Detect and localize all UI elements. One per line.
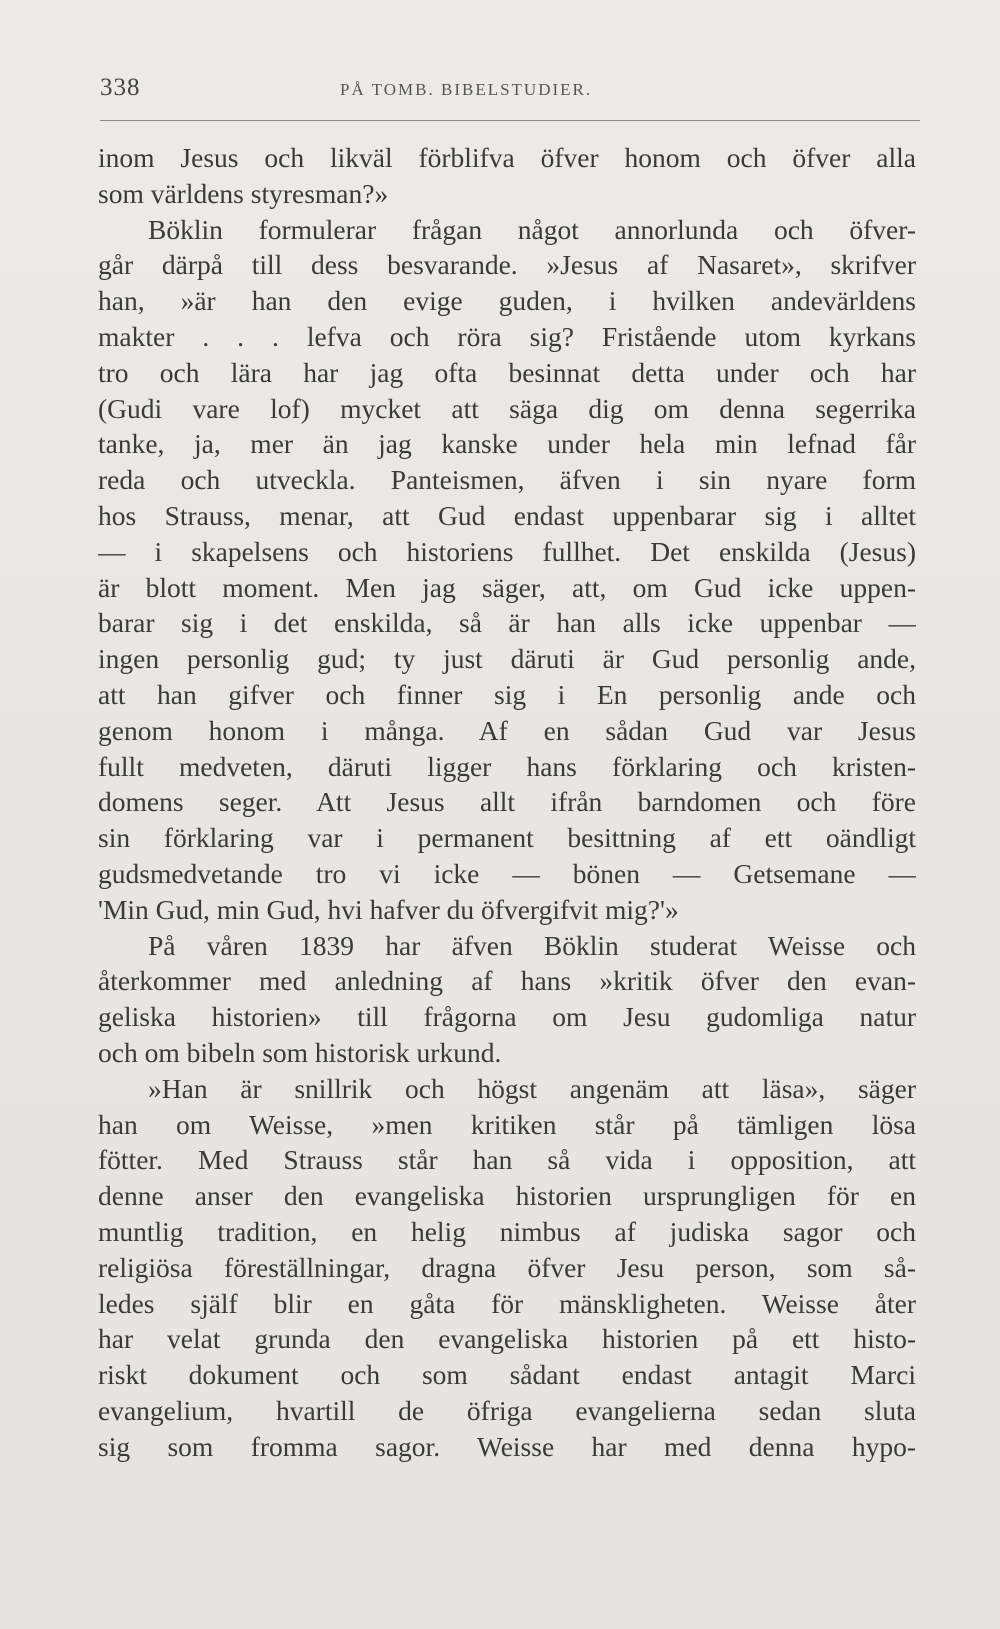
text-line: hos Strauss, menar, att Gud endast uppenbarar sig i alltet [98, 499, 916, 531]
text-line: evangelium, hvartill de öfriga evangelierna sedan sluta [98, 1394, 916, 1426]
page-number: 338 [100, 74, 141, 101]
text-line: (Gudi vare lof) mycket att säga dig om denna segerrika [98, 392, 916, 424]
text-line: han om Weisse, »men kritiken står på tämligen lösa [98, 1108, 916, 1140]
header-rule [100, 120, 920, 121]
text-line: muntlig tradition, en helig nimbus af judiska sagor och [98, 1215, 916, 1247]
text-line: domens seger. Att Jesus allt ifrån barndomen och före [98, 786, 916, 818]
text-line: riskt dokument och som sådant endast antagit Marci [98, 1359, 916, 1391]
text-line: går därpå till dess besvarande. »Jesus af Nasaret», skrifver [98, 249, 916, 281]
text-line: sig som fromma sagor. Weisse har med denna hypo- [98, 1430, 916, 1462]
text-line: fullt medveten, däruti ligger hans förklaring och kristen- [98, 750, 916, 782]
text-line: denne anser den evangeliska historien ursprungligen för en [98, 1180, 916, 1212]
text-line: att han gifver och finner sig i En personlig ande och [98, 678, 916, 710]
text-line: genom honom i många. Af en sådan Gud var Jesus [98, 714, 916, 746]
text-line: sin förklaring var i permanent besittning af ett oändligt [98, 822, 916, 854]
text-line: och om bibeln som historisk urkund. [98, 1036, 502, 1068]
text-line: har velat grunda den evangeliska historien på ett histo- [98, 1323, 916, 1355]
text-line: Böklin formulerar frågan något annorlunda och öfver- [148, 213, 916, 245]
running-title: PÅ TOMB. BIBELSTUDIER. [340, 80, 593, 99]
text-line: På våren 1839 har äfven Böklin studerat Weisse och [148, 929, 916, 961]
text-line: — i skapelsens och historiens fullhet. Det enskilda (Jesus) [98, 535, 916, 567]
text-line: tro och lära har jag ofta besinnat detta under och har [98, 356, 916, 388]
text-line: som världens styresman?» [98, 177, 389, 209]
text-line: barar sig i det enskilda, så är han alls icke uppenbar — [98, 607, 916, 639]
text-line: 'Min Gud, min Gud, hvi hafver du öfvergifvit mig?'» [98, 893, 679, 925]
text-line: religiösa föreställningar, dragna öfver Jesu person, som så- [98, 1251, 916, 1283]
body-text [98, 140, 916, 1464]
running-head [100, 74, 920, 108]
text-line: reda och utveckla. Panteismen, äfven i sin nyare form [98, 464, 916, 496]
text-line: ingen personlig gud; ty just däruti är Gud personlig ande, [98, 643, 916, 675]
text-line: återkommer med anledning af hans »kritik öfver den evan- [98, 965, 916, 997]
text-line: inom Jesus och likväl förblifva öfver honom och öfver alla [98, 142, 916, 173]
text-line: ledes själf blir en gåta för mänskligheten. Weisse åter [98, 1287, 916, 1319]
text-line: han, »är han den evige guden, i hvilken andevärldens [98, 285, 916, 317]
text-line: gudsmedvetande tro vi icke — bönen — Getsemane — [98, 857, 916, 889]
text-line: »Han är snillrik och högst angenäm att läsa», säger [148, 1072, 916, 1104]
text-line: geliska historien» till frågorna om Jesu gudomliga natur [98, 1001, 916, 1033]
text-line: tanke, ja, mer än jag kanske under hela min lefnad får [98, 428, 916, 460]
text-line: makter . . . lefva och röra sig? Fristående utom kyrkans [98, 320, 916, 352]
text-line: fötter. Med Strauss står han så vida i opposition, att [98, 1144, 916, 1176]
text-line: är blott moment. Men jag säger, att, om Gud icke uppen- [98, 571, 916, 603]
